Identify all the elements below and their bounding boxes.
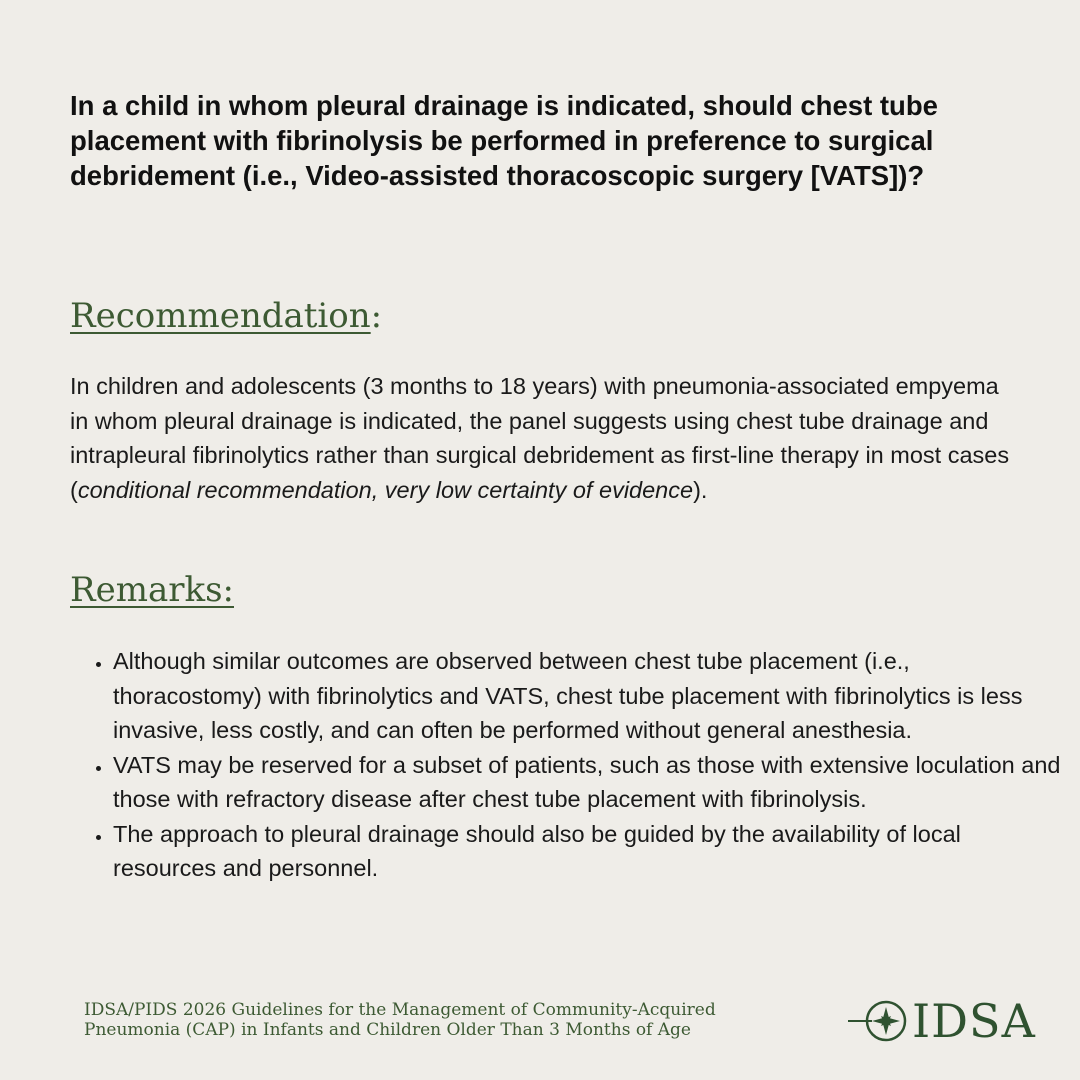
remark-item: • VATS may be reserved for a subset of patients, such as those with extensive loculation and those with refractory disease after chest tube placement with fibrinolysis. [113, 748, 1063, 817]
footer-line-2: Pneumonia (CAP) in Infants and Children Older Than 3 Months of Age [84, 1020, 691, 1040]
recommendation-heading [70, 296, 382, 336]
recommendation-text-main: In children and adolescents (3 months to 18 years) with pneumonia-associated empyema in whom pleural drainage is indicated, the panel suggests using chest tube drainage and intrapleural fibrinolytics rather than surgical debridement as first-line therapy in most cases ( [70, 373, 1010, 503]
remarks-heading [70, 570, 234, 610]
remarks-list [70, 644, 1063, 886]
recommendation-heading-label: Recommendation [70, 296, 371, 336]
remark-item: • The approach to pleural drainage should also be guided by the availability of local resources and personnel. [113, 817, 1063, 886]
remark-item: • Although similar outcomes are observed between chest tube placement (i.e., thoracostomy) with fibrinolytics and VATS, chest tube placement with fibrinolytics is less invasive, less costly, and can often be performed without general anesthesia. [113, 644, 1063, 748]
footer-citation [84, 1000, 804, 1040]
idsa-star-emblem-icon [848, 998, 910, 1044]
recommendation-text [70, 369, 1020, 507]
idsa-logo-text: IDSA [912, 994, 1036, 1048]
recommendation-strength: conditional recommendation, very low certainty of evidence [77, 476, 694, 503]
remarks-heading-label: Remarks: [70, 570, 234, 610]
recommendation-heading-colon: : [370, 296, 383, 336]
idsa-logo [848, 994, 1048, 1048]
recommendation-text-end: ). [693, 476, 708, 503]
footer-line-1: IDSA/PIDS 2026 Guidelines for the Management of Community-Acquired [84, 1000, 716, 1020]
question-heading: In a child in whom pleural drainage is indicated, should chest tube placement with fibrinolysis be performed in preference to surgical debridement (i.e., Video-assisted thoracoscopic surgery [VATS])? [70, 90, 938, 191]
